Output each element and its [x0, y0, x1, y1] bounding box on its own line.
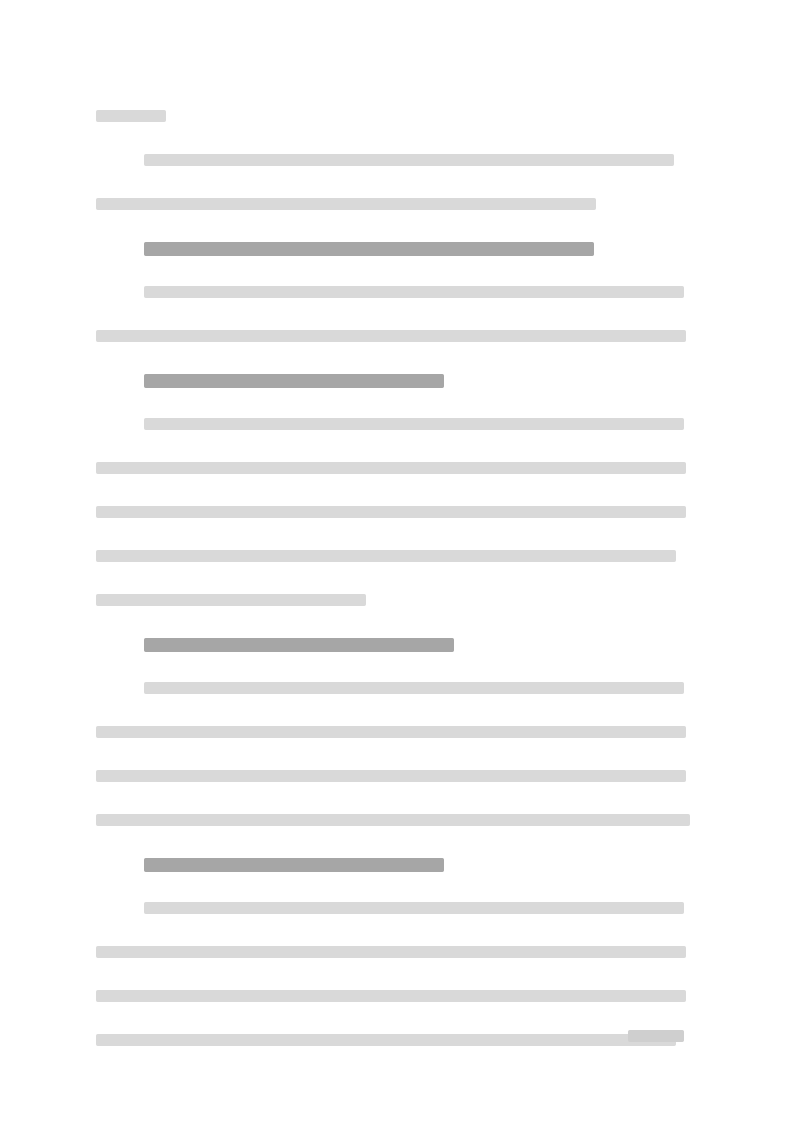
text-line-placeholder: [96, 506, 686, 518]
text-line-placeholder: [96, 726, 686, 738]
section-heading-placeholder: [144, 374, 444, 388]
text-line-placeholder: [144, 154, 674, 166]
text-line-placeholder: [96, 110, 166, 122]
text-line-placeholder: [96, 198, 596, 210]
text-line-placeholder: [96, 946, 686, 958]
text-line-placeholder: [96, 330, 686, 342]
text-line-placeholder: [144, 286, 684, 298]
text-line-placeholder: [96, 770, 686, 782]
text-line-placeholder: [144, 902, 684, 914]
section-heading-placeholder: [144, 242, 594, 256]
text-line-placeholder: [96, 1034, 676, 1046]
text-line-placeholder: [96, 550, 676, 562]
section-heading-placeholder: [144, 638, 454, 652]
text-line-placeholder: [96, 990, 686, 1002]
text-line-placeholder: [144, 418, 684, 430]
text-line-placeholder: [96, 462, 686, 474]
page-number-placeholder: [628, 1030, 684, 1042]
body-text-area: [96, 110, 690, 1078]
section-heading-placeholder: [144, 858, 444, 872]
text-line-placeholder: [96, 594, 366, 606]
text-line-placeholder: [96, 814, 690, 826]
text-line-placeholder: [144, 682, 684, 694]
